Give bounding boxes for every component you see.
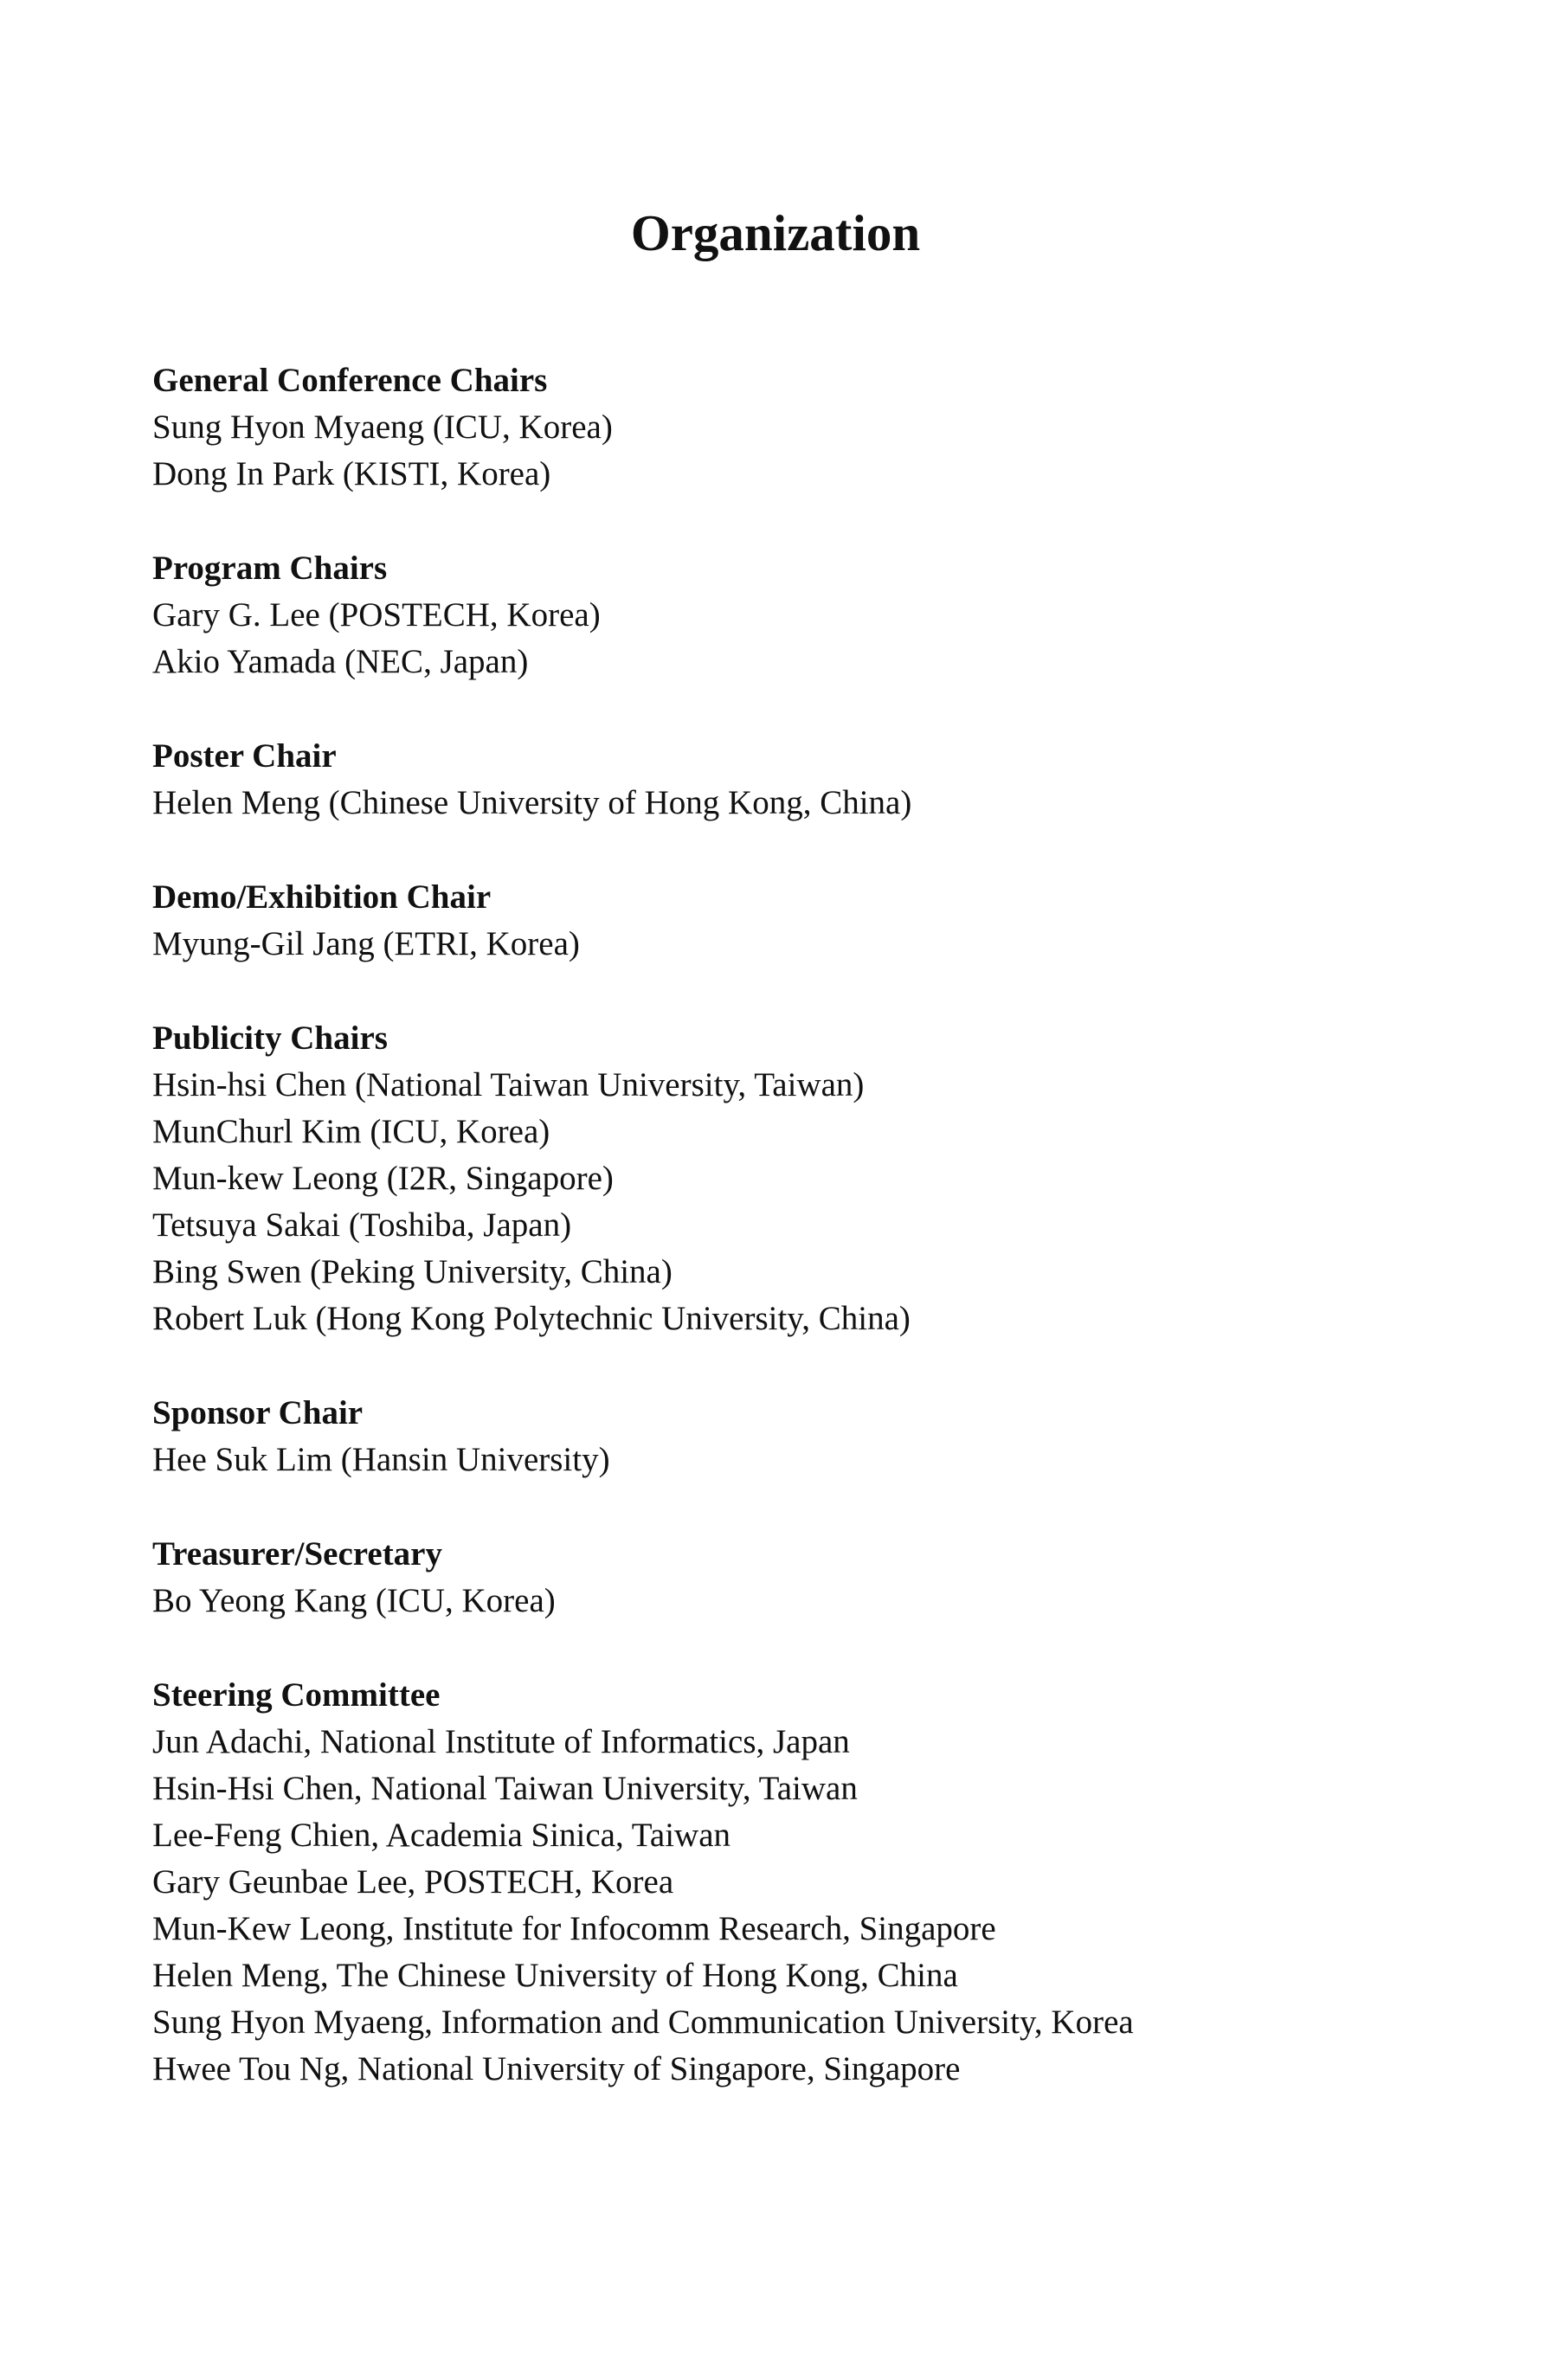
member-entry: Akio Yamada (NEC, Japan) bbox=[152, 643, 529, 680]
member-list bbox=[152, 1719, 1451, 2093]
member-entry: Hwee Tou Ng, National University of Singapore, Singapore bbox=[152, 2050, 961, 2087]
member-entry: Helen Meng (Chinese University of Hong Kong, China) bbox=[152, 784, 912, 821]
member-entry: Robert Luk (Hong Kong Polytechnic University, China) bbox=[152, 1300, 911, 1337]
member-entry: Hee Suk Lim (Hansin University) bbox=[152, 1441, 610, 1478]
member-list bbox=[152, 404, 1451, 498]
section-heading: Demo/Exhibition Chair bbox=[152, 878, 492, 916]
section-heading: Treasurer/Secretary bbox=[152, 1535, 442, 1573]
section-heading: General Conference Chairs bbox=[152, 362, 548, 399]
section-heading: Sponsor Chair bbox=[152, 1394, 364, 1431]
member-entry: Bing Swen (Peking University, China) bbox=[152, 1253, 673, 1290]
member-list bbox=[152, 1062, 1451, 1342]
member-entry: Hsin-hsi Chen (National Taiwan University, Taiwan) bbox=[152, 1066, 865, 1103]
member-list bbox=[152, 592, 1451, 685]
member-list bbox=[152, 1578, 1451, 1624]
member-entry: Dong In Park (KISTI, Korea) bbox=[152, 455, 551, 492]
member-entry: Mun-Kew Leong, Institute for Infocomm Research, Singapore bbox=[152, 1910, 996, 1947]
member-entry: Helen Meng, The Chinese University of Hong Kong, China bbox=[152, 1957, 958, 1994]
member-entry: Jun Adachi, National Institute of Informatics, Japan bbox=[152, 1723, 850, 1760]
section-sponsor-chair bbox=[152, 1390, 1451, 1483]
section-heading: Poster Chair bbox=[152, 737, 337, 775]
member-entry: Myung-Gil Jang (ETRI, Korea) bbox=[152, 925, 580, 962]
member-list bbox=[152, 921, 1451, 968]
member-entry: Gary G. Lee (POSTECH, Korea) bbox=[152, 596, 601, 634]
section-general-conference-chairs bbox=[152, 357, 1451, 498]
organization-content bbox=[152, 357, 1451, 2140]
member-list bbox=[152, 1437, 1451, 1483]
member-entry: Mun-kew Leong (I2R, Singapore) bbox=[152, 1160, 614, 1197]
section-poster-chair bbox=[152, 733, 1451, 827]
section-heading: Publicity Chairs bbox=[152, 1020, 388, 1057]
member-entry: Lee-Feng Chien, Academia Sinica, Taiwan bbox=[152, 1817, 731, 1854]
member-entry: Hsin-Hsi Chen, National Taiwan University, Taiwan bbox=[152, 1770, 858, 1807]
member-entry: MunChurl Kim (ICU, Korea) bbox=[152, 1113, 550, 1150]
page-title: Organization bbox=[630, 204, 921, 261]
section-heading: Program Chairs bbox=[152, 550, 388, 587]
section-heading: Steering Committee bbox=[152, 1676, 441, 1714]
section-demo-exhibition-chair bbox=[152, 874, 1451, 968]
member-entry: Gary Geunbae Lee, POSTECH, Korea bbox=[152, 1863, 674, 1901]
member-list bbox=[152, 780, 1451, 827]
section-treasurer-secretary bbox=[152, 1531, 1451, 1624]
member-entry: Tetsuya Sakai (Toshiba, Japan) bbox=[152, 1206, 572, 1244]
member-entry: Sung Hyon Myaeng, Information and Communication University, Korea bbox=[152, 2004, 1134, 2041]
member-entry: Bo Yeong Kang (ICU, Korea) bbox=[152, 1582, 556, 1619]
section-steering-committee bbox=[152, 1672, 1451, 2093]
section-publicity-chairs bbox=[152, 1015, 1451, 1342]
member-entry: Sung Hyon Myaeng (ICU, Korea) bbox=[152, 408, 613, 446]
section-program-chairs bbox=[152, 545, 1451, 685]
